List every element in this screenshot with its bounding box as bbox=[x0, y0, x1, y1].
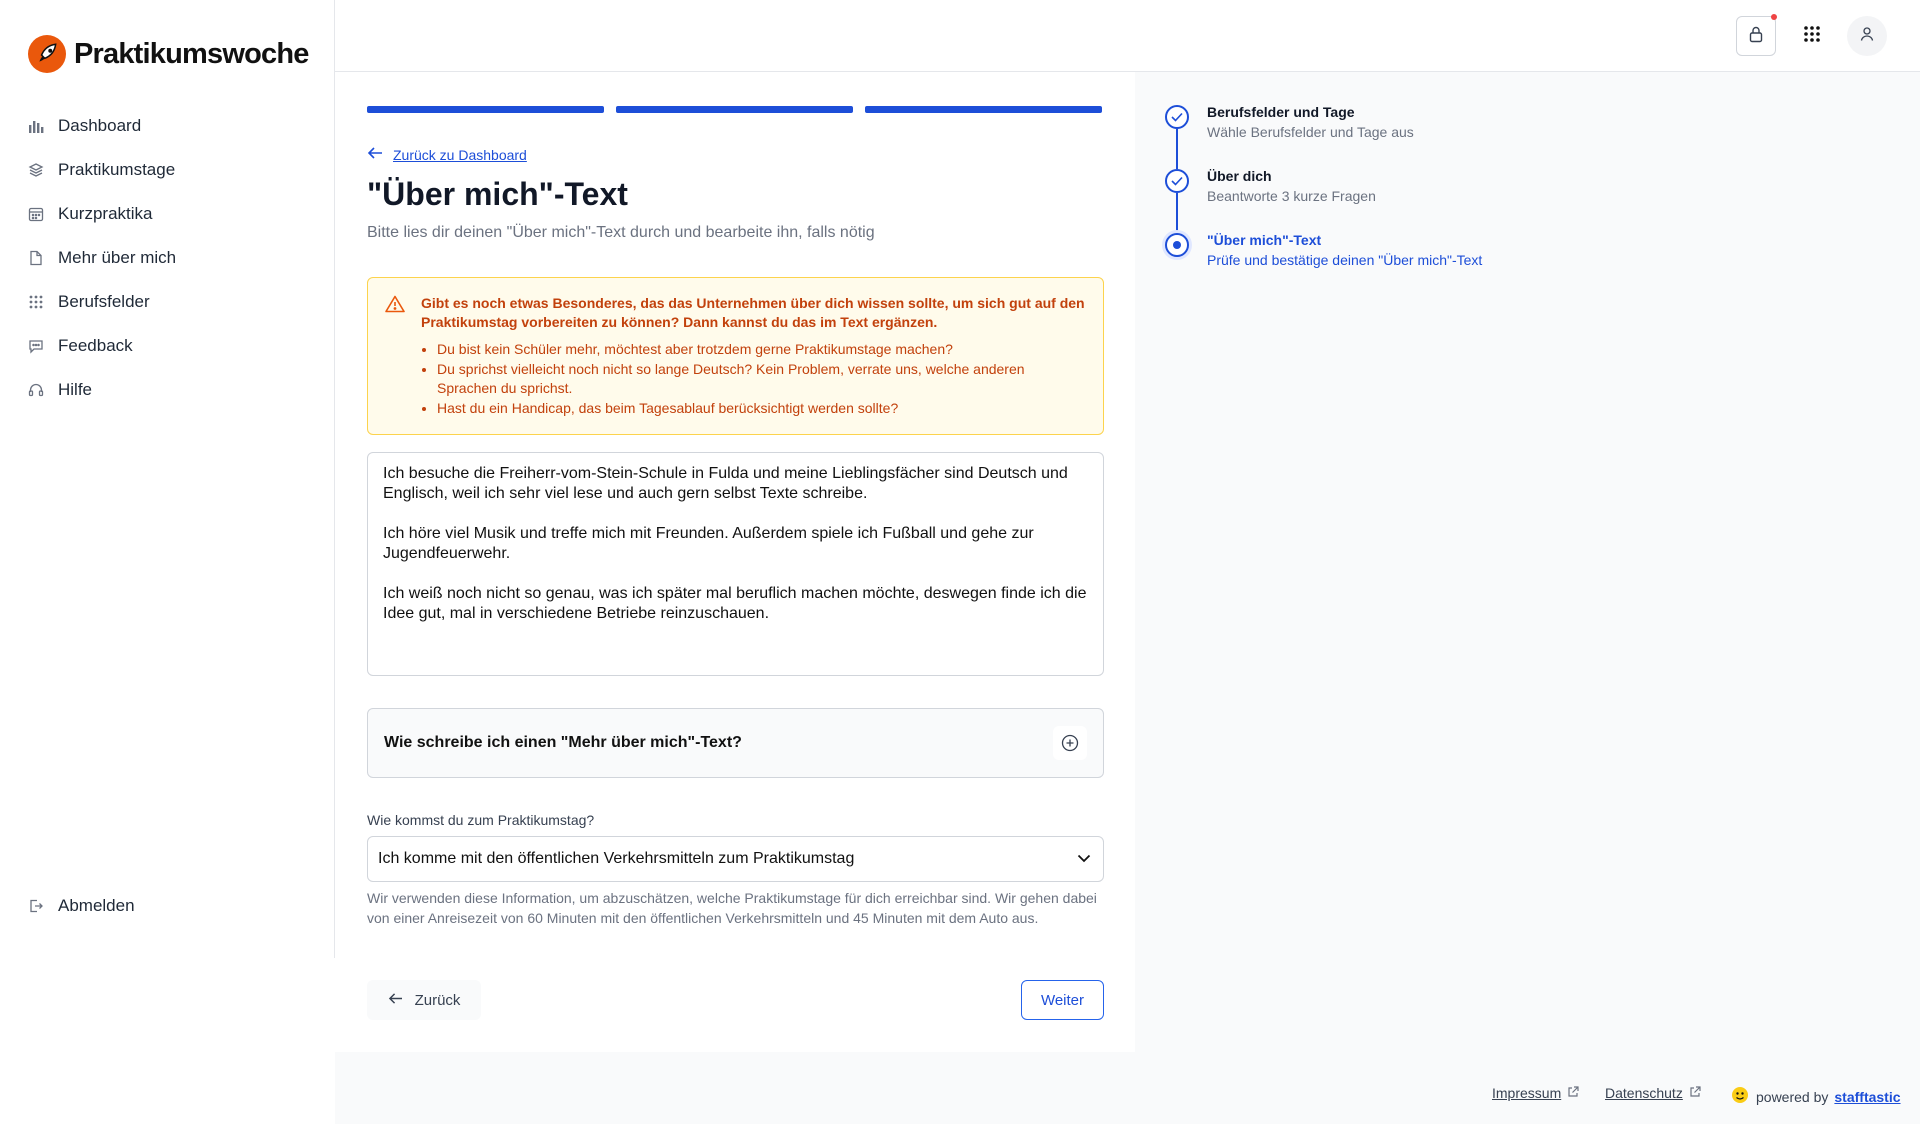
sidebar bbox=[0, 0, 335, 958]
plus-circle-icon[interactable] bbox=[1053, 726, 1087, 760]
check-icon bbox=[1165, 105, 1189, 129]
user-menu-button[interactable] bbox=[1847, 16, 1887, 56]
step-list bbox=[1165, 102, 1482, 294]
back-button[interactable] bbox=[367, 980, 481, 1020]
sidebar-item-label: Mehr über mich bbox=[58, 248, 177, 267]
progress-segment bbox=[616, 106, 853, 113]
sidebar-item-mehr-ueber-mich[interactable] bbox=[28, 236, 176, 280]
app-name: Praktikumswoche bbox=[74, 37, 309, 70]
stafftastic-link[interactable]: stafftastic bbox=[1834, 1088, 1901, 1105]
chat-icon bbox=[28, 338, 44, 354]
apps-menu-button[interactable] bbox=[1792, 16, 1832, 56]
sidebar-item-feedback[interactable] bbox=[28, 324, 176, 368]
help-accordion[interactable] bbox=[367, 708, 1104, 778]
about-paragraph: Ich höre viel Musik und treffe mich mit Freunden. Außerdem spiele ich Fußball und gehe zur Jugendfeuerwehr. bbox=[383, 525, 1034, 562]
progress-bar bbox=[367, 106, 1102, 113]
datenschutz-link[interactable] bbox=[1605, 1085, 1701, 1101]
alert-item: • Du bist kein Schüler mehr, möchtest aber trotzdem gerne Praktikumstage machen? bbox=[437, 340, 1085, 359]
alert-item: • Hast du ein Handicap, das beim Tagesablauf berücksichtigt werden sollte? bbox=[437, 399, 1085, 418]
about-paragraph: Ich weiß noch nicht so genau, was ich später mal beruflich machen möchte, deswegen finde ich die Idee gut, mal in verschiedene Betriebe reinzuschauen. bbox=[383, 585, 1087, 622]
sidebar-item-berufsfelder[interactable] bbox=[28, 280, 176, 324]
back-link-label: Zurück zu Dashboard bbox=[393, 146, 527, 163]
top-bar bbox=[335, 0, 1920, 72]
steps-panel bbox=[1135, 72, 1920, 1052]
document-icon bbox=[28, 250, 44, 266]
app-logo[interactable] bbox=[28, 35, 309, 73]
step-connector bbox=[1176, 193, 1178, 233]
step-title: Berufsfelder und Tage bbox=[1207, 104, 1355, 120]
impressum-label: Impressum bbox=[1492, 1085, 1562, 1101]
logout-label: Abmelden bbox=[58, 896, 135, 915]
bar-chart-icon bbox=[28, 118, 44, 134]
sidebar-item-dashboard[interactable] bbox=[28, 104, 176, 148]
sidebar-item-label: Dashboard bbox=[58, 116, 142, 135]
datenschutz-label: Datenschutz bbox=[1605, 1085, 1683, 1101]
check-icon bbox=[1165, 169, 1189, 193]
lock-button[interactable] bbox=[1736, 16, 1776, 56]
user-icon bbox=[1859, 26, 1875, 47]
sidebar-item-label: Berufsfelder bbox=[58, 292, 150, 311]
sidebar-item-label: Praktikumstage bbox=[58, 160, 176, 179]
notification-dot bbox=[1771, 14, 1777, 20]
alert-item: • Du sprichst vielleicht noch nicht so lange Deutsch? Kein Problem, verrate uns, welche anderen Sprachen du sprichst. bbox=[437, 360, 1085, 398]
layers-icon bbox=[28, 162, 44, 178]
next-button-label: Weiter bbox=[1040, 991, 1085, 1009]
stafftastic-logo-icon bbox=[1730, 1085, 1750, 1108]
next-button[interactable] bbox=[1021, 980, 1104, 1020]
transport-select[interactable] bbox=[367, 836, 1104, 882]
impressum-link[interactable] bbox=[1492, 1085, 1579, 1101]
step-connector bbox=[1176, 129, 1178, 169]
step-title: "Über mich"-Text bbox=[1207, 232, 1322, 248]
sidebar-item-praktikumstage[interactable] bbox=[28, 148, 176, 192]
step-item bbox=[1165, 166, 1482, 230]
back-to-dashboard-link[interactable] bbox=[367, 146, 527, 163]
headset-icon bbox=[28, 382, 44, 398]
grid-icon bbox=[28, 294, 44, 310]
step-description: Beantworte 3 kurze Fragen bbox=[1207, 188, 1376, 204]
chevron-down-icon bbox=[1077, 850, 1091, 868]
powered-by-label: powered by bbox=[1756, 1088, 1829, 1105]
sidebar-nav bbox=[28, 104, 176, 412]
back-button-label: Zurück bbox=[414, 991, 461, 1009]
lock-icon bbox=[1748, 25, 1764, 48]
step-title: Über dich bbox=[1207, 168, 1272, 184]
step-item-active bbox=[1165, 230, 1482, 294]
logout-icon bbox=[28, 898, 44, 914]
about-me-textarea[interactable] bbox=[367, 452, 1104, 676]
rocket-logo-icon bbox=[28, 35, 66, 73]
sidebar-item-hilfe[interactable] bbox=[28, 368, 176, 412]
external-link-icon bbox=[1567, 1085, 1579, 1101]
alert-lead: Gibt es noch etwas Besonderes, das das Unternehmen über dich wissen sollte, um sich gut auf den Praktikumstag vorbereiten zu können? Dann kannst du das im Text ergänzen. bbox=[421, 295, 1085, 330]
sidebar-item-label: Kurzpraktika bbox=[58, 204, 153, 223]
alert-list bbox=[421, 340, 1085, 418]
main-content bbox=[335, 72, 1135, 1052]
step-item bbox=[1165, 102, 1482, 166]
external-link-icon bbox=[1689, 1085, 1701, 1101]
step-description: Wähle Berufsfelder und Tage aus bbox=[1207, 124, 1414, 140]
progress-segment bbox=[367, 106, 604, 113]
step-description: Prüfe und bestätige deinen "Über mich"-Text bbox=[1207, 252, 1483, 268]
arrow-left-icon bbox=[388, 992, 403, 1009]
sidebar-item-label: Feedback bbox=[58, 336, 133, 355]
about-paragraph: Ich besuche die Freiherr-vom-Stein-Schule in Fulda und meine Lieblingsfächer sind Deutsch und Englisch, weil ich sehr viel lese und auch gern selbst Texte schreibe. bbox=[383, 465, 1068, 502]
transport-help-text: Wir verwenden diese Information, um abzuschätzen, welche Praktikumstage für dich erreichbar sind. Wir gehen dabei von einer Anreisezeit von 60 Minuten mit den öffentlichen Verkehrsmitteln und 45 Minuten mit dem Auto aus. bbox=[367, 890, 1097, 926]
powered-by bbox=[1730, 1085, 1901, 1108]
arrow-left-icon bbox=[367, 146, 383, 163]
info-alert bbox=[367, 277, 1104, 435]
transport-label: Wie kommst du zum Praktikumstag? bbox=[367, 812, 595, 828]
current-step-dot-icon bbox=[1165, 233, 1189, 257]
sidebar-item-kurzpraktika[interactable] bbox=[28, 192, 176, 236]
logout-button[interactable] bbox=[28, 884, 135, 928]
apps-grid-icon bbox=[1803, 25, 1821, 48]
page-title: "Über mich"-Text bbox=[367, 176, 628, 212]
progress-segment bbox=[865, 106, 1102, 113]
sidebar-item-label: Hilfe bbox=[58, 380, 93, 399]
calendar-icon bbox=[28, 206, 44, 222]
page-subtitle: Bitte lies dir deinen "Über mich"-Text durch und bearbeite ihn, falls nötig bbox=[367, 224, 875, 241]
transport-selected-value: Ich komme mit den öffentlichen Verkehrsmitteln zum Praktikumstag bbox=[378, 850, 855, 867]
accordion-question: Wie schreibe ich einen "Mehr über mich"-Text? bbox=[384, 734, 742, 751]
warning-icon bbox=[385, 295, 405, 318]
